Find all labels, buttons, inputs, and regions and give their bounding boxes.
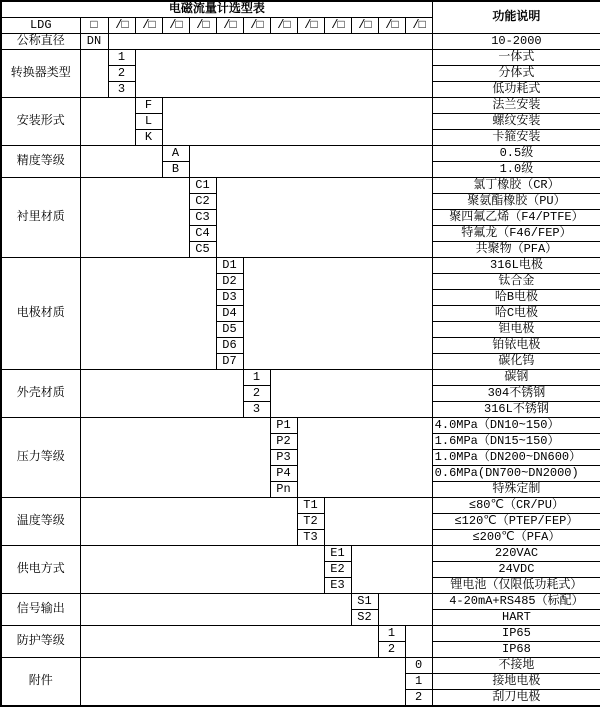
model-slot-6: /□ xyxy=(243,18,270,34)
desc-cell: 螺纹安装 xyxy=(432,114,600,130)
code-cell: E1 xyxy=(324,546,351,562)
code-cell: C2 xyxy=(189,194,216,210)
filler-cell xyxy=(80,418,270,498)
filler-cell xyxy=(80,146,162,178)
table-row xyxy=(1,594,600,610)
code-cell: D3 xyxy=(216,290,243,306)
code-cell: S1 xyxy=(351,594,378,610)
title-row xyxy=(1,1,600,18)
table-row xyxy=(1,34,600,50)
model-slot-12: /□ xyxy=(405,18,432,34)
filler-cell xyxy=(80,594,351,626)
code-cell: C5 xyxy=(189,242,216,258)
model-slot-7: /□ xyxy=(270,18,297,34)
category-label: 电极材质 xyxy=(1,258,80,370)
filler-cell xyxy=(351,546,432,594)
code-cell: E2 xyxy=(324,562,351,578)
code-cell: T2 xyxy=(297,514,324,530)
desc-cell: 法兰安装 xyxy=(432,98,600,114)
filler-cell xyxy=(243,258,432,370)
category-label: 附件 xyxy=(1,658,80,707)
filler-cell xyxy=(80,50,108,98)
code-cell: 2 xyxy=(243,386,270,402)
code-cell: 1 xyxy=(405,674,432,690)
desc-cell: 卡箍安装 xyxy=(432,130,600,146)
code-cell: D4 xyxy=(216,306,243,322)
table-row xyxy=(1,418,600,434)
code-cell: 1 xyxy=(243,370,270,386)
model-slot-3: /□ xyxy=(162,18,189,34)
model-prefix: LDG xyxy=(1,18,80,34)
code-cell: P2 xyxy=(270,434,297,450)
filler-cell xyxy=(405,626,432,658)
model-slot-1: /□ xyxy=(108,18,135,34)
model-slot-11: /□ xyxy=(378,18,405,34)
code-cell: Pn xyxy=(270,482,297,498)
table-row xyxy=(1,546,600,562)
table-row xyxy=(1,658,600,674)
code-cell: T3 xyxy=(297,530,324,546)
category-label: 转换器类型 xyxy=(1,50,80,98)
desc-cell: 接地电极 xyxy=(432,674,600,690)
desc-cell: 4-20mA+RS485（标配） xyxy=(432,594,600,610)
filler-cell xyxy=(270,370,432,418)
code-cell: 1 xyxy=(378,626,405,642)
desc-cell: 聚四氟乙烯（F4/PTFE） xyxy=(432,210,600,226)
category-label: 精度等级 xyxy=(1,146,80,178)
desc-cell: ≤80℃（CR/PU） xyxy=(432,498,600,514)
code-cell: P3 xyxy=(270,450,297,466)
desc-cell: 碳钢 xyxy=(432,370,600,386)
code-cell: 1 xyxy=(108,50,135,66)
table-row xyxy=(1,498,600,514)
desc-cell: 1.0MPa（DN200~DN600） xyxy=(432,450,600,466)
desc-cell: 铂铱电极 xyxy=(432,338,600,354)
code-cell: 3 xyxy=(108,82,135,98)
desc-cell: 哈B电极 xyxy=(432,290,600,306)
filler-cell xyxy=(324,498,432,546)
code-cell: D5 xyxy=(216,322,243,338)
code-cell: 0 xyxy=(405,658,432,674)
desc-cell: 0.5级 xyxy=(432,146,600,162)
desc-cell: IP68 xyxy=(432,642,600,658)
code-cell: 3 xyxy=(243,402,270,418)
model-slot-8: /□ xyxy=(297,18,324,34)
desc-cell: 1.0级 xyxy=(432,162,600,178)
code-cell: E3 xyxy=(324,578,351,594)
filler-cell xyxy=(80,498,297,546)
desc-cell: 一体式 xyxy=(432,50,600,66)
table-row xyxy=(1,50,600,66)
code-cell: D2 xyxy=(216,274,243,290)
category-label: 压力等级 xyxy=(1,418,80,498)
code-cell: D1 xyxy=(216,258,243,274)
desc-cell: HART xyxy=(432,610,600,626)
desc-cell: 316L不锈钢 xyxy=(432,402,600,418)
desc-cell: 哈C电极 xyxy=(432,306,600,322)
desc-cell: 0.6MPa(DN700~DN2000) xyxy=(432,466,600,482)
code-cell: F xyxy=(135,98,162,114)
filler-cell xyxy=(216,178,432,258)
table-row xyxy=(1,146,600,162)
desc-cell: 碳化钨 xyxy=(432,354,600,370)
category-label: 温度等级 xyxy=(1,498,80,546)
filler-cell xyxy=(189,146,432,178)
model-slot-2: /□ xyxy=(135,18,162,34)
model-slot-4: /□ xyxy=(189,18,216,34)
desc-cell: 低功耗式 xyxy=(432,82,600,98)
filler-cell xyxy=(108,34,432,50)
table-row xyxy=(1,626,600,642)
code-cell: 2 xyxy=(108,66,135,82)
desc-cell: 特殊定制 xyxy=(432,482,600,498)
code-cell: DN xyxy=(80,34,108,50)
desc-cell: 氯丁橡胶（CR） xyxy=(432,178,600,194)
code-cell: D6 xyxy=(216,338,243,354)
code-cell: T1 xyxy=(297,498,324,514)
desc-cell: 锂电池（仅限低功耗式） xyxy=(432,578,600,594)
function-description-header: 功能说明 xyxy=(432,1,600,34)
desc-cell: 聚氨酯橡胶（PU） xyxy=(432,194,600,210)
desc-cell: 1.6MPa（DN15~150） xyxy=(432,434,600,450)
filler-cell xyxy=(80,370,243,418)
desc-cell: 4.0MPa（DN10~150） xyxy=(432,418,600,434)
code-cell: C4 xyxy=(189,226,216,242)
desc-cell: 钽电极 xyxy=(432,322,600,338)
table-title: 电磁流量计选型表 xyxy=(1,1,432,18)
code-cell: 2 xyxy=(405,690,432,707)
filler-cell xyxy=(80,98,135,146)
code-cell: A xyxy=(162,146,189,162)
table-row xyxy=(1,178,600,194)
category-label: 供电方式 xyxy=(1,546,80,594)
category-label: 防护等级 xyxy=(1,626,80,658)
desc-cell: 钛合金 xyxy=(432,274,600,290)
desc-cell: 分体式 xyxy=(432,66,600,82)
category-label: 外壳材质 xyxy=(1,370,80,418)
model-slot-9: /□ xyxy=(324,18,351,34)
desc-cell: 304不锈钢 xyxy=(432,386,600,402)
filler-cell xyxy=(297,418,432,498)
code-cell: L xyxy=(135,114,162,130)
model-box: □ xyxy=(80,18,108,34)
code-cell: D7 xyxy=(216,354,243,370)
filler-cell xyxy=(80,546,324,594)
filler-cell xyxy=(80,626,378,658)
desc-cell: 刮刀电极 xyxy=(432,690,600,707)
desc-cell: IP65 xyxy=(432,626,600,642)
desc-cell: 316L电极 xyxy=(432,258,600,274)
desc-cell: 特氟龙（F46/FEP） xyxy=(432,226,600,242)
code-cell: B xyxy=(162,162,189,178)
category-label: 信号输出 xyxy=(1,594,80,626)
model-slot-5: /□ xyxy=(216,18,243,34)
code-cell: C1 xyxy=(189,178,216,194)
code-cell: 2 xyxy=(378,642,405,658)
category-label: 衬里材质 xyxy=(1,178,80,258)
filler-cell xyxy=(80,258,216,370)
code-cell: P4 xyxy=(270,466,297,482)
filler-cell xyxy=(162,98,432,146)
category-label: 公称直径 xyxy=(1,34,80,50)
filler-cell xyxy=(135,50,432,98)
code-cell: S2 xyxy=(351,610,378,626)
table-row xyxy=(1,258,600,274)
desc-cell: 220VAC xyxy=(432,546,600,562)
model-slot-10: /□ xyxy=(351,18,378,34)
category-label: 安装形式 xyxy=(1,98,80,146)
desc-cell: 24VDC xyxy=(432,562,600,578)
filler-cell xyxy=(80,178,189,258)
code-cell: K xyxy=(135,130,162,146)
desc-cell: 10-2000 xyxy=(432,34,600,50)
code-cell: C3 xyxy=(189,210,216,226)
desc-cell: ≤120℃（PTEP/FEP） xyxy=(432,514,600,530)
code-cell: P1 xyxy=(270,418,297,434)
desc-cell: 共聚物（PFA） xyxy=(432,242,600,258)
desc-cell: ≤200℃（PFA） xyxy=(432,530,600,546)
table-row xyxy=(1,370,600,386)
filler-cell xyxy=(378,594,432,626)
table-row xyxy=(1,98,600,114)
desc-cell: 不接地 xyxy=(432,658,600,674)
filler-cell xyxy=(80,658,405,707)
